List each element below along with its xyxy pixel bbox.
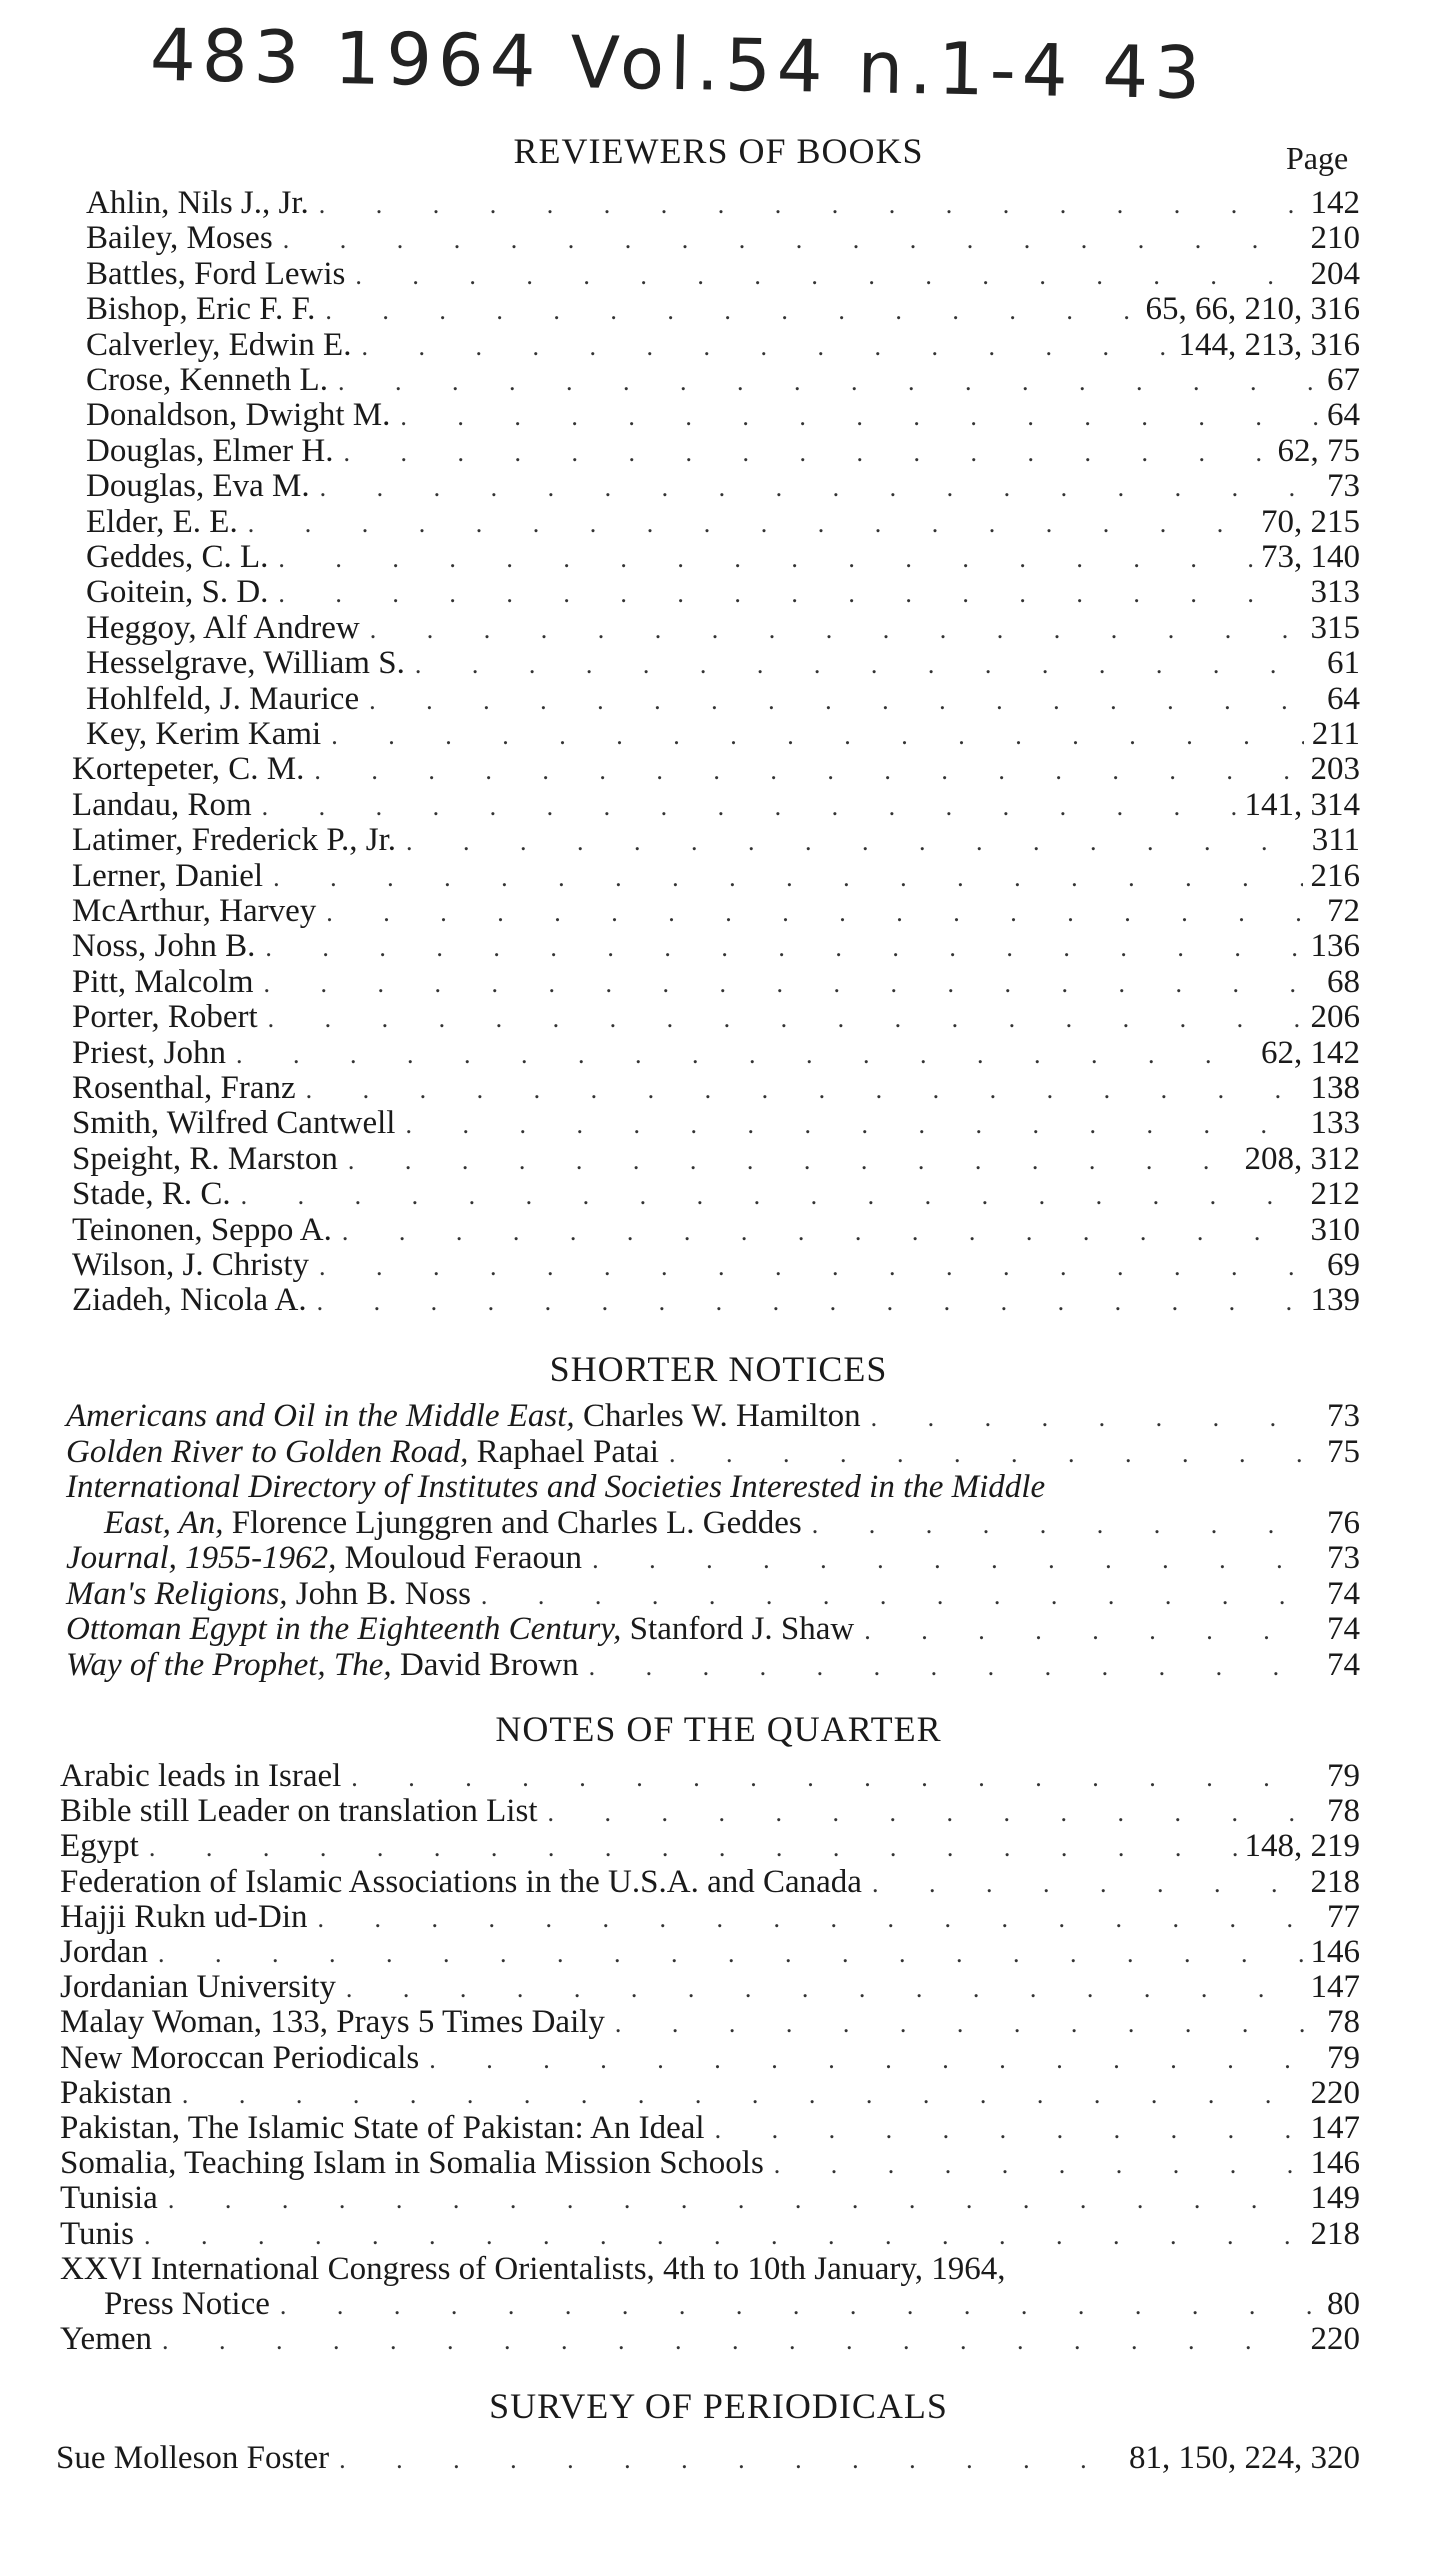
entry-name: Latimer, Frederick P., Jr.	[72, 822, 397, 858]
entry-pages: 210	[1310, 220, 1360, 256]
entry-pages: 141, 314	[1244, 787, 1360, 823]
entry-name: Egypt	[60, 1828, 139, 1864]
entry-name: Landau, Rom	[72, 787, 252, 823]
entry-name: Arabic leads in Israel	[60, 1758, 342, 1794]
reviewer-entry	[72, 1282, 1360, 1318]
section-title-reviewers: REVIEWERS OF BOOKS	[513, 131, 924, 171]
leader-dots	[326, 895, 1319, 931]
entry-pages: 64	[1327, 681, 1360, 717]
leader-dots	[273, 860, 1302, 896]
entry-name: Jordan	[60, 1934, 148, 1970]
leader-dots	[872, 1866, 1303, 1902]
leader-dots	[361, 329, 1170, 365]
leader-dots	[592, 1542, 1319, 1578]
reviewer-entry	[86, 539, 1360, 575]
leader-dots	[278, 576, 1302, 612]
leader-dots	[264, 966, 1320, 1002]
entry-pages: 315	[1310, 610, 1360, 646]
leader-dots	[182, 2077, 1303, 2113]
entry-name: Bible still Leader on translation List	[60, 1793, 538, 1829]
entry-name: Jordanian University	[60, 1969, 336, 2005]
notice-title-line: International Directory of Institutes and Societies Interested in the Middle	[66, 1469, 1046, 1505]
entry-pages: 77	[1327, 1899, 1360, 1935]
entry-name: Bishop, Eric F. F.	[86, 291, 316, 327]
entry-name: Noss, John B.	[72, 928, 256, 964]
entry-pages: 149	[1310, 2180, 1360, 2216]
entry-name: Somalia, Teaching Islam in Somalia Mission Schools	[60, 2145, 764, 2181]
note-title-line: XXVI International Congress of Orientalists, 4th to 10th January, 1964,	[60, 2251, 1006, 2287]
leader-dots	[864, 1613, 1319, 1649]
leader-dots	[265, 930, 1302, 966]
note-entry	[60, 1758, 1360, 1794]
entry-name: Key, Kerim Kami	[86, 716, 322, 752]
reviewer-entry	[86, 504, 1360, 540]
entry-name: McArthur, Harvey	[72, 893, 317, 929]
entry-pages: 211	[1311, 716, 1360, 752]
leader-dots	[355, 258, 1302, 294]
handwritten-note: 483 1964 Vol.54 n.1-4 43	[149, 12, 1207, 116]
entry-pages: 73	[1327, 468, 1360, 504]
entry-name: Yemen	[60, 2321, 152, 2357]
notice-entry	[66, 1540, 1360, 1576]
reviewer-entry	[72, 1247, 1360, 1283]
entry-pages: 148, 219	[1244, 1828, 1360, 1864]
entry-pages: 79	[1327, 1758, 1360, 1794]
entry-name: Heggoy, Alf Andrew	[86, 610, 360, 646]
entry-pages: 139	[1310, 1282, 1360, 1318]
leader-dots	[268, 1001, 1303, 1037]
reviewer-entry	[86, 397, 1360, 433]
entry-pages: 311	[1311, 822, 1360, 858]
reviewer-entry	[86, 256, 1360, 292]
leader-dots	[548, 1795, 1320, 1831]
section-title-shorter-notices: SHORTER NOTICES	[549, 1349, 888, 1389]
leader-dots	[715, 2112, 1303, 2148]
entry-name: Hajji Rukn ud-Din	[60, 1899, 308, 1935]
reviewer-entry	[72, 1176, 1360, 1212]
leader-dots	[319, 187, 1303, 223]
leader-dots	[317, 1284, 1303, 1320]
leader-dots	[331, 718, 1304, 754]
entry-pages: 146	[1310, 2145, 1360, 2181]
entry-name: Wilson, J. Christy	[72, 1247, 310, 1283]
note-entry	[104, 2286, 1360, 2322]
entry-name: Ahlin, Nils J., Jr.	[86, 185, 309, 221]
entry-pages: 73	[1327, 1540, 1360, 1576]
reviewer-entry	[86, 327, 1360, 363]
entry-pages: 67	[1327, 362, 1360, 398]
entry-pages: 313	[1310, 574, 1360, 610]
leader-dots	[320, 470, 1319, 506]
leader-dots	[248, 506, 1253, 542]
reviewer-entry	[72, 999, 1360, 1035]
reviewer-entry	[72, 893, 1360, 929]
leader-dots	[149, 1830, 1237, 1866]
leader-dots	[236, 1037, 1253, 1073]
note-entry	[60, 1864, 1360, 1900]
reviewer-entry	[86, 433, 1360, 469]
entry-pages: 65, 66, 210, 316	[1145, 291, 1360, 327]
leader-dots	[615, 2006, 1319, 2042]
entry-name: East, An, Florence Ljunggren and Charles L. Geddes	[104, 1505, 802, 1541]
entry-name: Way of the Prophet, The, David Brown	[66, 1647, 579, 1683]
leader-dots	[319, 1249, 1319, 1285]
leader-dots	[812, 1507, 1319, 1543]
entry-name: Elder, E. E.	[86, 504, 238, 540]
entry-name: Geddes, C. L.	[86, 539, 269, 575]
entry-pages: 73, 140	[1261, 539, 1360, 575]
entry-name: Stade, R. C.	[72, 1176, 231, 1212]
entry-name: Lerner, Daniel	[72, 858, 264, 894]
note-entry	[60, 2110, 1360, 2146]
leader-dots	[280, 2288, 1319, 2324]
entry-pages: 218	[1310, 2216, 1360, 2252]
entry-pages: 74	[1327, 1611, 1360, 1647]
leader-dots	[325, 293, 1137, 329]
leader-dots	[351, 1760, 1319, 1796]
entry-pages: 73	[1327, 1398, 1360, 1434]
leader-dots	[339, 2442, 1121, 2478]
reviewer-entry	[86, 291, 1360, 327]
reviewer-entry	[72, 1070, 1360, 1106]
entry-pages: 142	[1310, 185, 1360, 221]
reviewer-entry	[86, 574, 1360, 610]
leader-dots	[370, 612, 1303, 648]
reviewer-entry	[86, 716, 1360, 752]
entry-name: Porter, Robert	[72, 999, 258, 1035]
reviewer-entry	[72, 928, 1360, 964]
notice-entry	[66, 1434, 1360, 1470]
reviewer-entry	[86, 610, 1360, 646]
leader-dots	[241, 1178, 1303, 1214]
reviewer-entry	[86, 362, 1360, 398]
entry-pages: 212	[1310, 1176, 1360, 1212]
entry-pages: 70, 215	[1261, 504, 1360, 540]
entry-name: Smith, Wilfred Cantwell	[72, 1105, 396, 1141]
reviewer-entry	[72, 1035, 1360, 1071]
notice-entry	[66, 1576, 1360, 1612]
reviewer-entry	[72, 1105, 1360, 1141]
leader-dots	[405, 1107, 1302, 1143]
leader-dots	[343, 435, 1269, 471]
note-entry	[60, 2321, 1360, 2357]
entry-pages: 144, 213, 316	[1178, 327, 1360, 363]
reviewer-entry	[72, 787, 1360, 823]
entry-name: Pitt, Malcolm	[72, 964, 254, 1000]
entry-pages: 138	[1310, 1070, 1360, 1106]
entry-name: Rosenthal, Franz	[72, 1070, 296, 1106]
entry-pages: 69	[1327, 1247, 1360, 1283]
notice-entry	[66, 1611, 1360, 1647]
entry-pages: 310	[1310, 1212, 1360, 1248]
reviewer-entry	[72, 964, 1360, 1000]
section-title-survey: SURVEY OF PERIODICALS	[489, 2386, 948, 2426]
survey-entry	[56, 2440, 1360, 2476]
leader-dots	[346, 1971, 1303, 2007]
entry-pages: 75	[1327, 1434, 1360, 1470]
entry-name: Tunis	[60, 2216, 135, 2252]
entry-pages: 74	[1327, 1576, 1360, 1612]
leader-dots	[342, 1214, 1303, 1250]
entry-name: Ottoman Egypt in the Eighteenth Century, Stanford J. Shaw	[66, 1611, 855, 1647]
entry-pages: 62, 142	[1261, 1035, 1360, 1071]
note-entry	[60, 2040, 1360, 2076]
entry-pages: 74	[1327, 1647, 1360, 1683]
entry-pages: 220	[1310, 2075, 1360, 2111]
page-column-label: Page	[1286, 140, 1349, 176]
entry-pages: 147	[1310, 2110, 1360, 2146]
leader-dots	[774, 2147, 1303, 2183]
entry-pages: 220	[1310, 2321, 1360, 2357]
entry-pages: 76	[1327, 1505, 1360, 1541]
reviewer-entry	[72, 1212, 1360, 1248]
entry-pages: 133	[1310, 1105, 1360, 1141]
note-entry	[60, 2145, 1360, 2181]
entry-name: Hesselgrave, William S.	[86, 645, 405, 681]
reviewer-entry	[86, 220, 1360, 256]
note-entry	[60, 1934, 1360, 1970]
entry-pages: 62, 75	[1277, 433, 1360, 469]
entry-pages: 81, 150, 224, 320	[1129, 2440, 1360, 2476]
leader-dots	[400, 399, 1319, 435]
entry-name: Goitein, S. D.	[86, 574, 269, 610]
entry-pages: 72	[1327, 893, 1360, 929]
section-title-notes: NOTES OF THE QUARTER	[495, 1709, 942, 1749]
leader-dots	[406, 824, 1304, 860]
entry-pages: 79	[1327, 2040, 1360, 2076]
entry-pages: 80	[1327, 2286, 1360, 2322]
entry-name: Tunisia	[60, 2180, 158, 2216]
reviewer-entry	[86, 645, 1360, 681]
entry-pages: 204	[1310, 256, 1360, 292]
entry-name: Kortepeter, C. M.	[72, 751, 305, 787]
leader-dots	[669, 1436, 1319, 1472]
notice-entry	[66, 1398, 1360, 1434]
entry-name: New Moroccan Periodicals	[60, 2040, 420, 2076]
note-entry	[60, 2004, 1360, 2040]
entry-name: Teinonen, Seppo A.	[72, 1212, 332, 1248]
leader-dots	[348, 1143, 1237, 1179]
entry-name: Priest, John	[72, 1035, 227, 1071]
entry-name: Ziadeh, Nicola A.	[72, 1282, 307, 1318]
entry-pages: 208, 312	[1244, 1141, 1360, 1177]
leader-dots	[369, 683, 1319, 719]
entry-name: Calverley, Edwin E.	[86, 327, 352, 363]
note-entry	[60, 1899, 1360, 1935]
entry-pages: 146	[1310, 1934, 1360, 1970]
entry-pages: 78	[1327, 2004, 1360, 2040]
leader-dots	[338, 364, 1319, 400]
leader-dots	[162, 2323, 1303, 2359]
entry-pages: 78	[1327, 1793, 1360, 1829]
note-entry	[60, 1969, 1360, 2005]
entry-name: Pakistan, The Islamic State of Pakistan: An Ideal	[60, 2110, 705, 2146]
entry-name: Man's Religions, John B. Noss	[66, 1576, 471, 1612]
entry-name: Douglas, Eva M.	[86, 468, 310, 504]
leader-dots	[306, 1072, 1303, 1108]
entry-name: Press Notice	[104, 2286, 270, 2322]
note-entry	[60, 2075, 1360, 2111]
leader-dots	[158, 1936, 1303, 1972]
leader-dots	[262, 789, 1237, 825]
note-entry	[60, 1793, 1360, 1829]
entry-name: Donaldson, Dwight M.	[86, 397, 391, 433]
entry-name: Federation of Islamic Associations in the U.S.A. and Canada	[60, 1864, 862, 1900]
entry-name: Speight, R. Marston	[72, 1141, 338, 1177]
leader-dots	[589, 1649, 1319, 1685]
entry-name: Battles, Ford Lewis	[86, 256, 346, 292]
notice-entry	[104, 1505, 1360, 1541]
leader-dots	[871, 1400, 1319, 1436]
leader-dots	[283, 222, 1303, 258]
entry-pages: 218	[1310, 1864, 1360, 1900]
entry-name: Journal, 1955-1962, Mouloud Feraoun	[66, 1540, 583, 1576]
note-entry	[60, 1828, 1360, 1864]
entry-name: Hohlfeld, J. Maurice	[86, 681, 360, 717]
leader-dots	[481, 1578, 1319, 1614]
entry-name: Golden River to Golden Road, Raphael Patai	[66, 1434, 659, 1470]
reviewer-entry	[86, 185, 1360, 221]
reviewer-entry	[72, 1141, 1360, 1177]
entry-name: Bailey, Moses	[86, 220, 273, 256]
leader-dots	[314, 753, 1302, 789]
entry-pages: 147	[1310, 1969, 1360, 2005]
leader-dots	[168, 2182, 1303, 2218]
entry-pages: 64	[1327, 397, 1360, 433]
notice-entry	[66, 1647, 1360, 1683]
entry-pages: 61	[1327, 645, 1360, 681]
entry-pages: 216	[1310, 858, 1360, 894]
note-entry	[60, 2216, 1360, 2252]
leader-dots	[415, 647, 1319, 683]
entry-pages: 206	[1310, 999, 1360, 1035]
leader-dots	[144, 2218, 1302, 2254]
reviewer-entry	[72, 822, 1360, 858]
entry-pages: 136	[1310, 928, 1360, 964]
leader-dots	[317, 1901, 1319, 1937]
entry-pages: 203	[1310, 751, 1360, 787]
reviewer-entry	[72, 858, 1360, 894]
leader-dots	[278, 541, 1253, 577]
entry-name: Pakistan	[60, 2075, 172, 2111]
note-entry	[60, 2180, 1360, 2216]
reviewer-entry	[72, 751, 1360, 787]
leader-dots	[429, 2042, 1319, 2078]
reviewer-entry	[86, 681, 1360, 717]
entry-name: Sue Molleson Foster	[56, 2440, 330, 2476]
entry-name: Douglas, Elmer H.	[86, 433, 334, 469]
entry-name: Crose, Kenneth L.	[86, 362, 328, 398]
reviewer-entry	[86, 468, 1360, 504]
entry-name: Americans and Oil in the Middle East, Charles W. Hamilton	[66, 1398, 861, 1434]
entry-name: Malay Woman, 133, Prays 5 Times Daily	[60, 2004, 605, 2040]
entry-pages: 68	[1327, 964, 1360, 1000]
